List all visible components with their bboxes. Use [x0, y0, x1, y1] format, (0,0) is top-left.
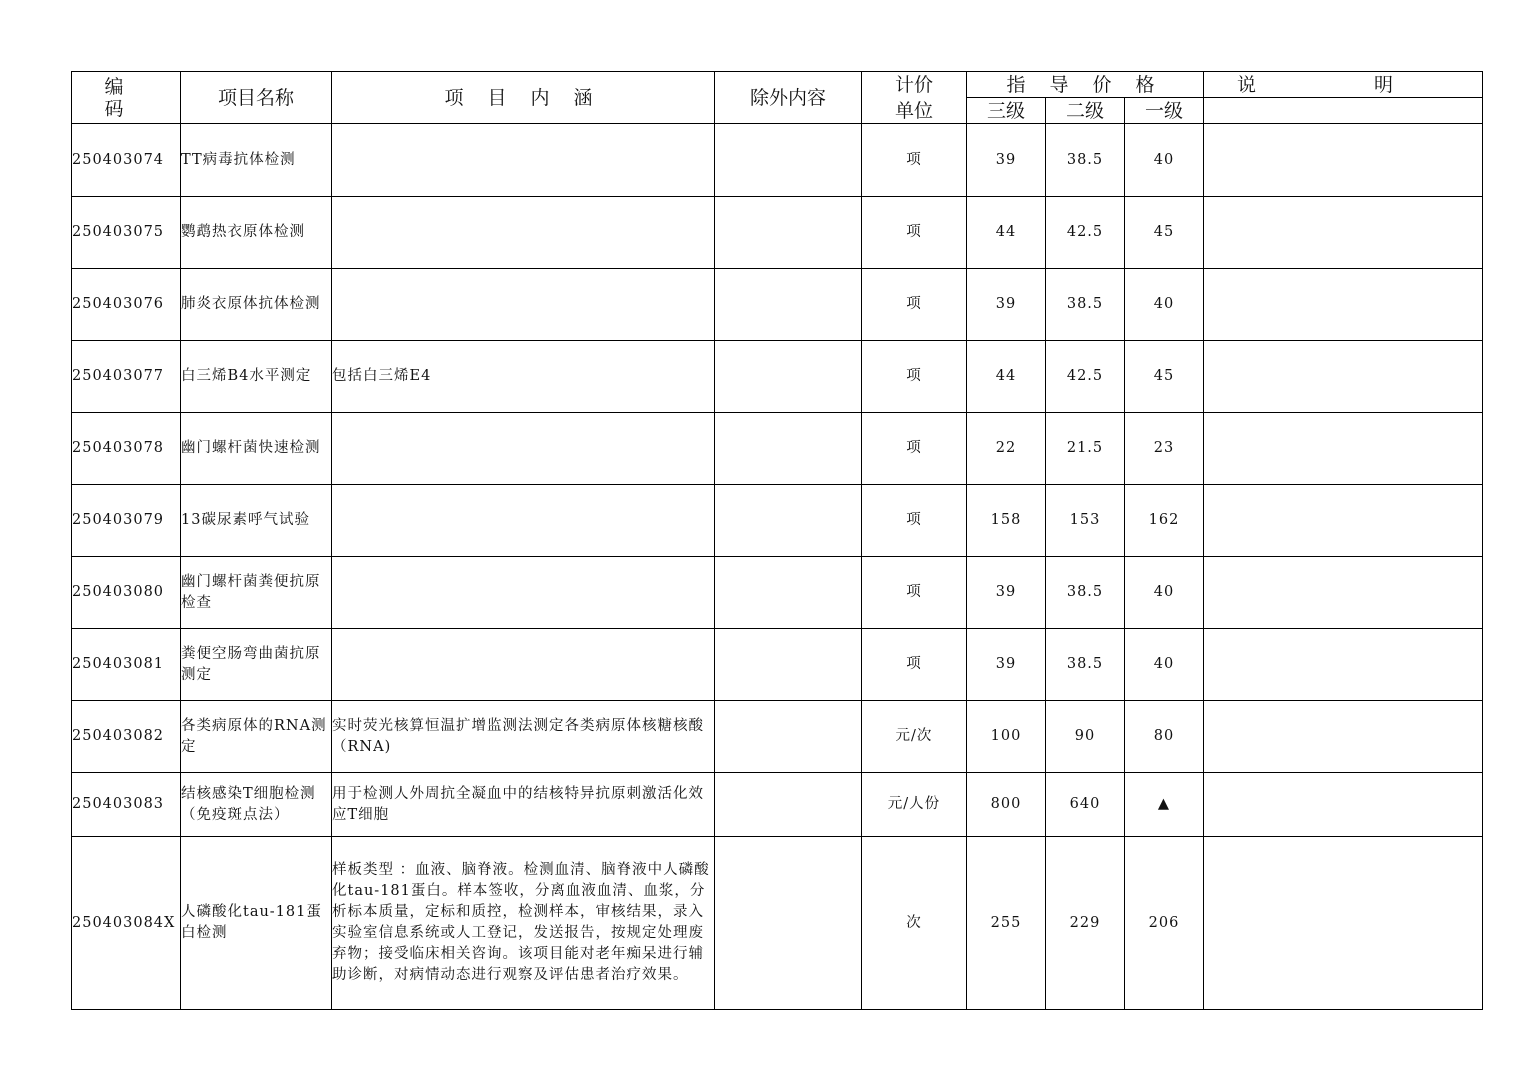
- cell-note: [1204, 837, 1483, 1010]
- cell-price-level3: 255: [967, 837, 1046, 1010]
- cell-content: [332, 557, 715, 629]
- cell-note: [1204, 269, 1483, 341]
- cell-code: 250403075: [72, 197, 181, 269]
- cell-code: 250403082: [72, 701, 181, 773]
- cell-price-level2: 42.5: [1046, 341, 1125, 413]
- table-row: [72, 197, 1483, 269]
- table-row: [72, 629, 1483, 701]
- cell-name: 肺炎衣原体抗体检测: [181, 269, 332, 341]
- cell-name: 各类病原体的RNA测定: [181, 701, 332, 773]
- cell-price-level3: 158: [967, 485, 1046, 557]
- cell-note: [1204, 341, 1483, 413]
- cell-excluded: [715, 629, 862, 701]
- table-row: [72, 485, 1483, 557]
- cell-code: 250403076: [72, 269, 181, 341]
- table-row: [72, 701, 1483, 773]
- cell-excluded: [715, 124, 862, 197]
- cell-note: [1204, 413, 1483, 485]
- cell-price-level3: 44: [967, 341, 1046, 413]
- cell-unit: 元/次: [862, 701, 967, 773]
- cell-price-level3: 39: [967, 629, 1046, 701]
- header-excluded: 除外内容: [715, 72, 862, 124]
- cell-content: [332, 485, 715, 557]
- cell-code: 250403080: [72, 557, 181, 629]
- table-row: [72, 124, 1483, 197]
- cell-price-level1: 40: [1125, 124, 1204, 197]
- cell-excluded: [715, 197, 862, 269]
- cell-price-level3: 800: [967, 773, 1046, 837]
- header-price-group: 指 导 价 格: [967, 72, 1204, 98]
- cell-note: [1204, 197, 1483, 269]
- cell-unit: 项: [862, 629, 967, 701]
- cell-name: 粪便空肠弯曲菌抗原测定: [181, 629, 332, 701]
- cell-excluded: [715, 773, 862, 837]
- cell-price-level2: 38.5: [1046, 629, 1125, 701]
- header-note: 说 明: [1204, 72, 1483, 98]
- cell-unit: 项: [862, 197, 967, 269]
- cell-price-level1: ▲: [1125, 773, 1204, 837]
- header-code: 编 码: [72, 72, 181, 124]
- cell-price-level3: 44: [967, 197, 1046, 269]
- table-row: [72, 413, 1483, 485]
- cell-code: 250403074: [72, 124, 181, 197]
- cell-name: 人磷酸化tau-181蛋白检测: [181, 837, 332, 1010]
- cell-unit: 项: [862, 413, 967, 485]
- cell-price-level2: 38.5: [1046, 124, 1125, 197]
- cell-price-level1: 80: [1125, 701, 1204, 773]
- table-row: [72, 341, 1483, 413]
- cell-price-level1: 40: [1125, 629, 1204, 701]
- header-level1: 一级: [1125, 98, 1204, 124]
- cell-price-level3: 22: [967, 413, 1046, 485]
- cell-name: 幽门螺杆菌粪便抗原检查: [181, 557, 332, 629]
- cell-price-level2: 90: [1046, 701, 1125, 773]
- cell-note: [1204, 557, 1483, 629]
- cell-unit: 项: [862, 557, 967, 629]
- table-row: [72, 557, 1483, 629]
- cell-price-level3: 39: [967, 269, 1046, 341]
- cell-unit: 项: [862, 269, 967, 341]
- cell-excluded: [715, 837, 862, 1010]
- cell-price-level2: 640: [1046, 773, 1125, 837]
- cell-code: 250403081: [72, 629, 181, 701]
- cell-code: 250403078: [72, 413, 181, 485]
- cell-price-level1: 45: [1125, 341, 1204, 413]
- cell-note: [1204, 701, 1483, 773]
- cell-content: 样板类型 ：血液、脑脊液。检测血清、脑脊液中人磷酸化tau-181蛋白。样本签收，分离血液血清、血浆，分析标本质量，定标和质控，检测样本，审核结果，录入实验室信息系统或人工登记，发送报告，按规定处理废弃物；接受临床相关咨询。该项目能对老年痴呆进行辅助诊断，对病情动态进行观察及评估患者治疗效果。: [332, 837, 715, 1010]
- header-note-sub: [1204, 98, 1483, 124]
- header-unit: 计价 单位: [862, 72, 967, 124]
- cell-code: 250403077: [72, 341, 181, 413]
- cell-unit: 次: [862, 837, 967, 1010]
- cell-content: 用于检测人外周抗全凝血中的结核特异抗原刺激活化效应T细胞: [332, 773, 715, 837]
- cell-content: [332, 269, 715, 341]
- cell-price-level3: 39: [967, 124, 1046, 197]
- cell-content: [332, 124, 715, 197]
- cell-price-level1: 45: [1125, 197, 1204, 269]
- cell-note: [1204, 773, 1483, 837]
- table-row: [72, 773, 1483, 837]
- cell-unit: 元/人份: [862, 773, 967, 837]
- cell-unit: 项: [862, 124, 967, 197]
- price-table: [71, 71, 1483, 1010]
- cell-code: 250403084X: [72, 837, 181, 1010]
- cell-name: 白三烯B4水平测定: [181, 341, 332, 413]
- cell-code: 250403079: [72, 485, 181, 557]
- cell-excluded: [715, 557, 862, 629]
- cell-price-level2: 229: [1046, 837, 1125, 1010]
- cell-code: 250403083: [72, 773, 181, 837]
- header-name: 项目名称: [181, 72, 332, 124]
- cell-note: [1204, 124, 1483, 197]
- cell-price-level1: 40: [1125, 269, 1204, 341]
- cell-content: 实时荧光核算恒温扩增监测法测定各类病原体核糖核酸（RNA): [332, 701, 715, 773]
- cell-note: [1204, 629, 1483, 701]
- cell-unit: 项: [862, 485, 967, 557]
- cell-content: [332, 197, 715, 269]
- cell-content: [332, 629, 715, 701]
- cell-excluded: [715, 701, 862, 773]
- cell-name: 幽门螺杆菌快速检测: [181, 413, 332, 485]
- cell-unit: 项: [862, 341, 967, 413]
- cell-price-level3: 100: [967, 701, 1046, 773]
- header-content: 项 目 内 涵: [332, 72, 715, 124]
- cell-price-level2: 153: [1046, 485, 1125, 557]
- cell-price-level1: 23: [1125, 413, 1204, 485]
- cell-price-level2: 21.5: [1046, 413, 1125, 485]
- cell-content: [332, 413, 715, 485]
- cell-name: 结核感染T细胞检测（免疫斑点法）: [181, 773, 332, 837]
- cell-price-level2: 42.5: [1046, 197, 1125, 269]
- table-row: [72, 837, 1483, 1010]
- cell-price-level1: 40: [1125, 557, 1204, 629]
- cell-excluded: [715, 341, 862, 413]
- cell-excluded: [715, 413, 862, 485]
- header-level2: 二级: [1046, 98, 1125, 124]
- header-level3: 三级: [967, 98, 1046, 124]
- cell-price-level3: 39: [967, 557, 1046, 629]
- cell-price-level1: 162: [1125, 485, 1204, 557]
- cell-name: TT病毒抗体检测: [181, 124, 332, 197]
- cell-excluded: [715, 485, 862, 557]
- cell-content: 包括白三烯E4: [332, 341, 715, 413]
- cell-price-level2: 38.5: [1046, 269, 1125, 341]
- cell-name: 鹦鹉热衣原体检测: [181, 197, 332, 269]
- cell-excluded: [715, 269, 862, 341]
- cell-price-level1: 206: [1125, 837, 1204, 1010]
- cell-name: 13碳尿素呼气试验: [181, 485, 332, 557]
- table-row: [72, 269, 1483, 341]
- cell-price-level2: 38.5: [1046, 557, 1125, 629]
- cell-note: [1204, 485, 1483, 557]
